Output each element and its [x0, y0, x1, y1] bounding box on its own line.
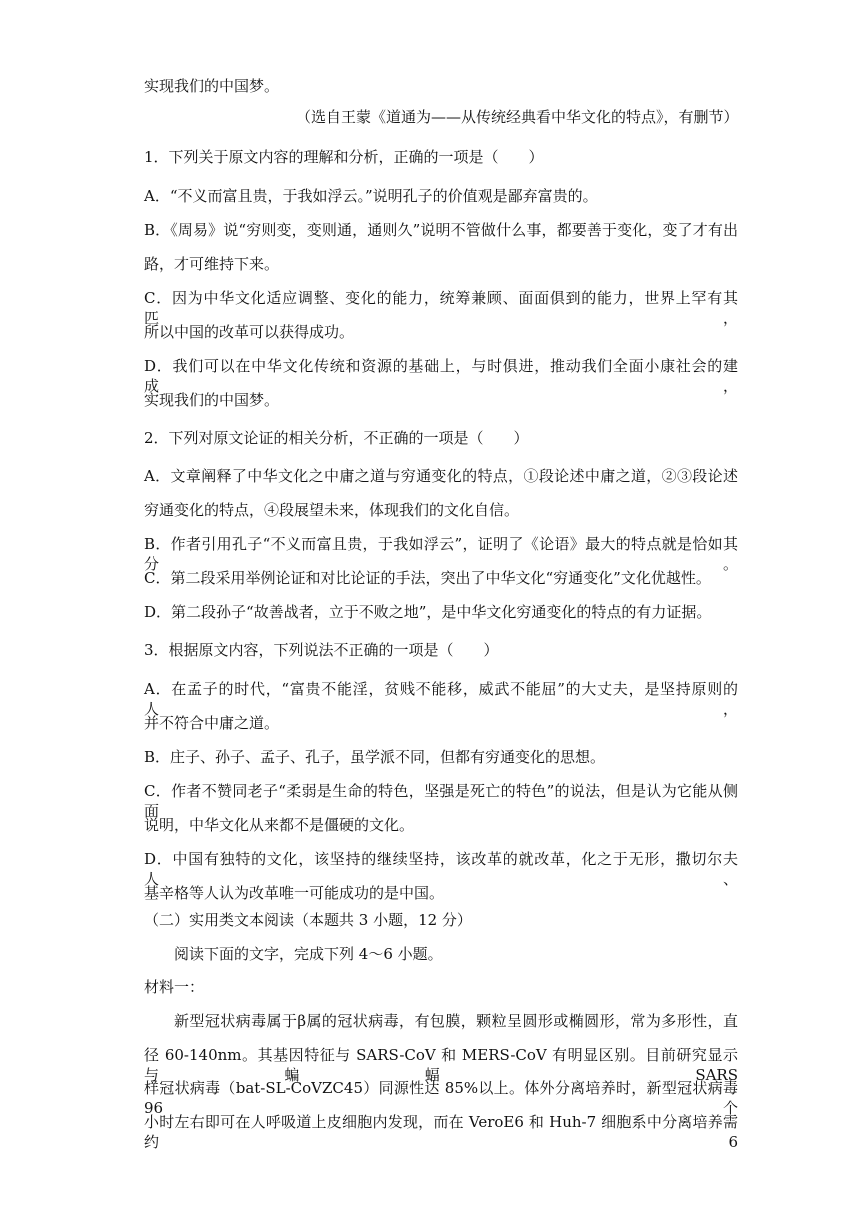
material-line: 小时左右即可在人呼吸道上皮细胞内发现，而在 VeroE6 和 Huh-7 细胞系中分离培养需约 6: [144, 1113, 738, 1151]
paragraph-line: 实现我们的中国梦。: [144, 77, 280, 95]
option-1c: C．因为中华文化适应调整、变化的能力，统筹兼顾、面面俱到的能力，世界上罕有其匹，: [144, 289, 738, 327]
question-2: 2．下列对原文论证的相关分析，不正确的一项是（ ）: [144, 429, 529, 447]
option-3d: D．中国有独特的文化，该坚持的继续坚持，该改革的就改革，化之于无形，撒切尔夫人、: [144, 850, 738, 888]
option-3b: B．庄子、孙子、孟子、孔子，虽学派不同，但都有穷通变化的思想。: [144, 748, 606, 766]
option-2b: B．作者引用孔子“不义而富且贵，于我如浮云”，证明了《论语》最大的特点就是恰如其分。: [144, 535, 738, 573]
option-1b-cont: 路，才可维持下来。: [144, 255, 280, 273]
option-2a-cont: 穷通变化的特点，④段展望未来，体现我们的文化自信。: [144, 501, 520, 519]
material-label: 材料一：: [144, 978, 205, 996]
option-3a: A．在孟子的时代，“富贵不能淫，贫贱不能移，威武不能屈”的大丈夫，是坚持原则的人，: [144, 680, 738, 718]
option-3c: C．作者不赞同老子“柔弱是生命的特色，坚强是死亡的特色”的说法，但是认为它能从侧面: [144, 782, 738, 820]
option-1d-cont: 实现我们的中国梦。: [144, 391, 280, 409]
option-3c-cont: 说明，中华文化从来都不是僵硬的文化。: [144, 816, 415, 834]
option-2a: A．文章阐释了中华文化之中庸之道与穷通变化的特点，①段论述中庸之道，②③段论述: [144, 467, 738, 485]
material-line: 样冠状病毒（bat-SL-CoVZC45）同源性达 85%以上。体外分离培养时，新型冠状病毒 96 个: [144, 1079, 738, 1117]
material-line: 径 60-140nm。其基因特征与 SARS-CoV 和 MERS-CoV 有明显区别。目前研究显示与蝙蝠 SARS: [144, 1046, 738, 1084]
option-1c-cont: 所以中国的改革可以获得成功。: [144, 323, 355, 341]
question-3: 3．根据原文内容，下列说法不正确的一项是（ ）: [144, 641, 499, 659]
question-1: 1．下列关于原文内容的理解和分析，正确的一项是（ ）: [144, 148, 544, 166]
option-1a: A．“不义而富且贵，于我如浮云。”说明孔子的价值观是鄙弃富贵的。: [144, 187, 598, 205]
option-1b: B．《周易》说“穷则变，变则通，通则久”说明不管做什么事，都要善于变化，变了才有出: [144, 221, 738, 239]
option-2d: D．第二段孙子“故善战者，立于不败之地”，是中华文化穷通变化的特点的有力证据。: [144, 603, 712, 621]
option-3a-cont: 并不符合中庸之道。: [144, 714, 280, 732]
instruction: 阅读下面的文字，完成下列 4～6 小题。: [174, 945, 443, 963]
option-3d-cont: 基辛格等人认为改革唯一可能成功的是中国。: [144, 884, 445, 902]
source-citation: （选自王蒙《道通为——从传统经典看中华文化的特点》，有删节）: [296, 108, 739, 126]
section-heading: （二）实用类文本阅读（本题共 3 小题，12 分）: [144, 911, 472, 929]
option-1d: D．我们可以在中华文化传统和资源的基础上，与时俱进，推动我们全面小康社会的建成，: [144, 357, 738, 395]
material-line: 新型冠状病毒属于β属的冠状病毒，有包膜，颗粒呈圆形或椭圆形，常为多形性，直: [174, 1012, 738, 1030]
option-2c: C．第二段采用举例论证和对比论证的手法，突出了中华文化“穷通变化”文化优越性。: [144, 569, 711, 587]
